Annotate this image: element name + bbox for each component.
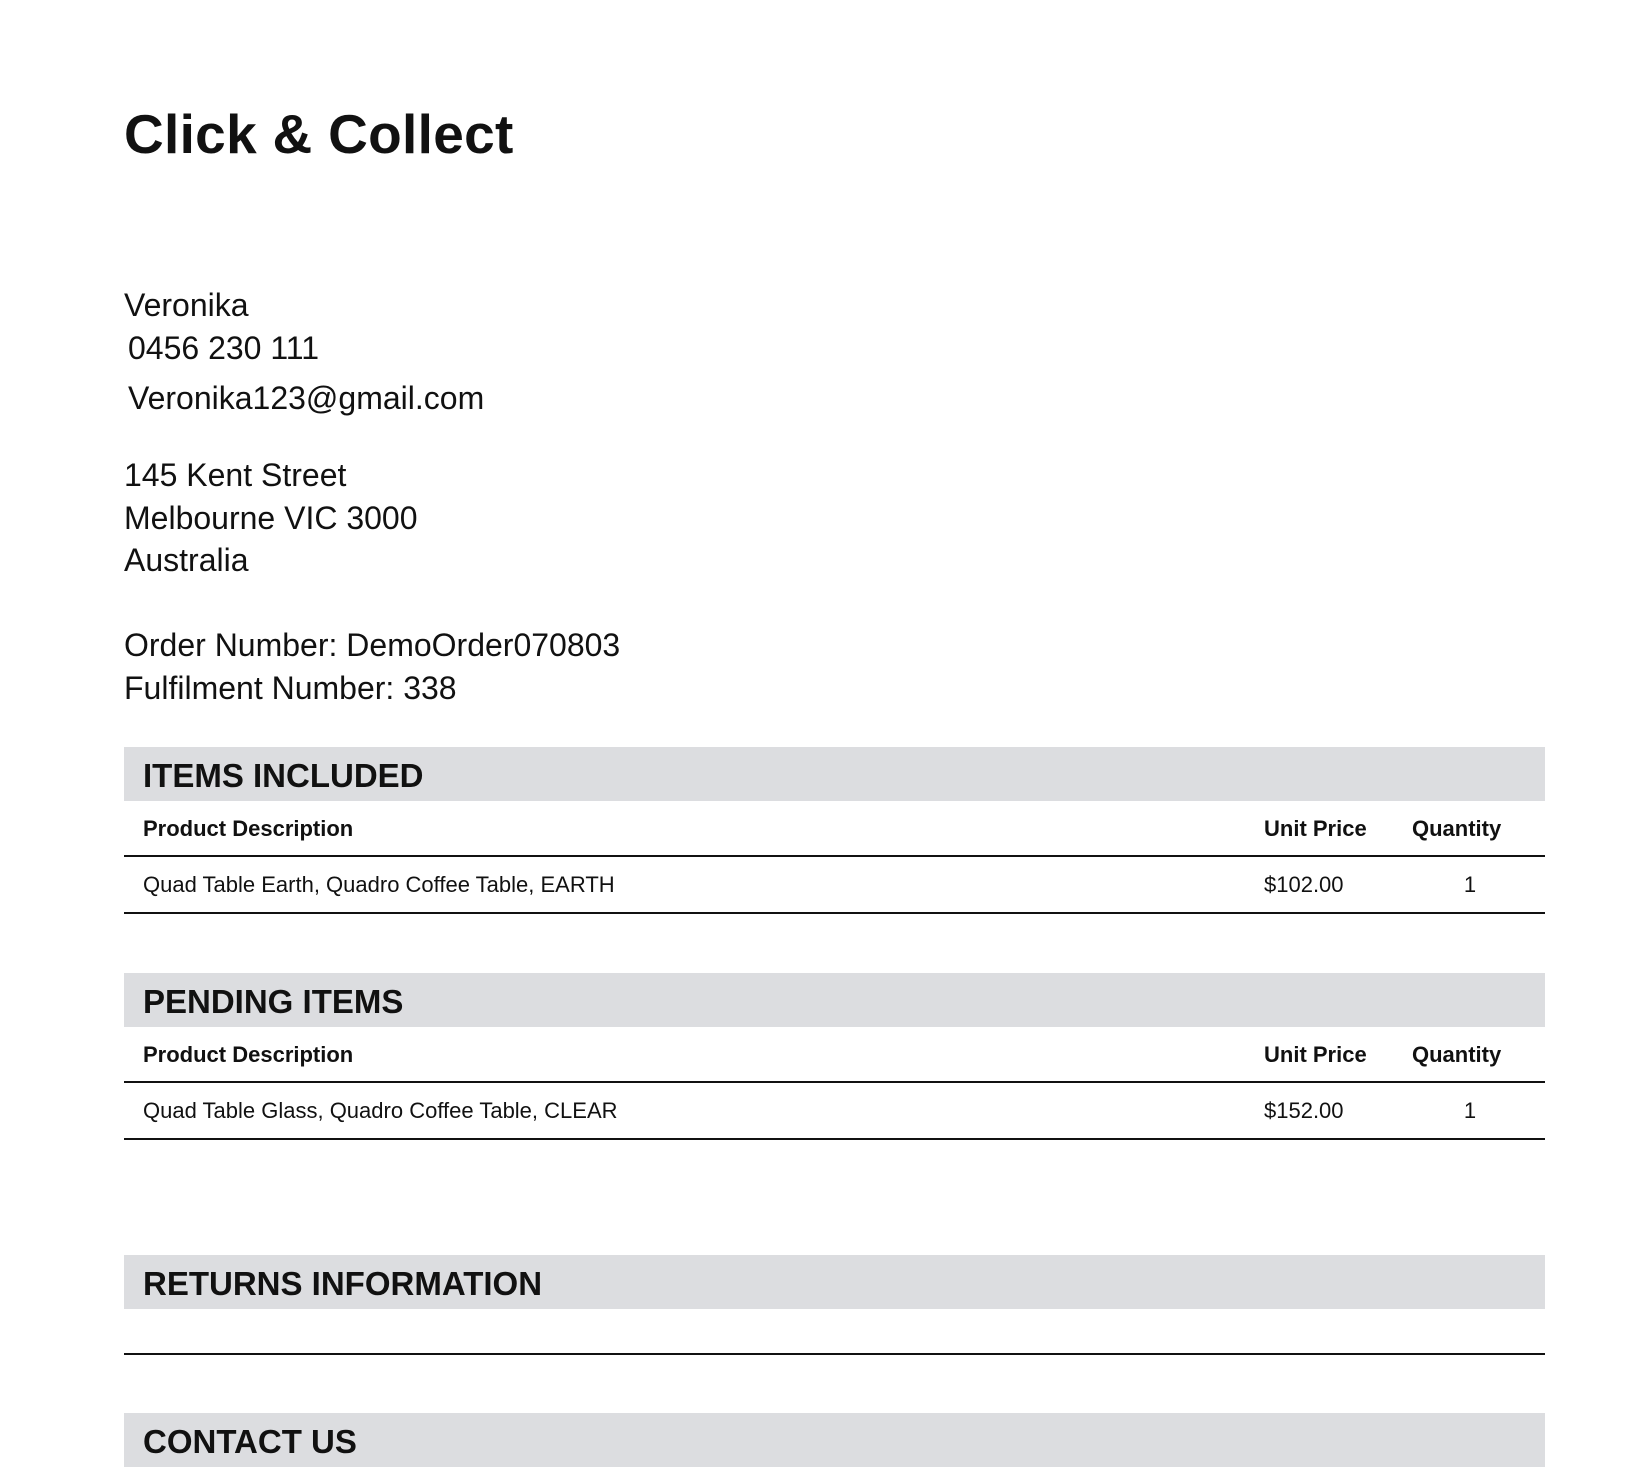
items-included-header bbox=[124, 747, 1545, 801]
product-description: Quad Table Glass, Quadro Coffee Table, CLEAR bbox=[143, 1098, 618, 1123]
unit-price: $102.00 bbox=[1264, 872, 1344, 897]
section-title: RETURNS INFORMATION bbox=[143, 1265, 543, 1302]
column-header-quantity: Quantity bbox=[1412, 816, 1502, 841]
quantity: 1 bbox=[1463, 1098, 1477, 1123]
column-header-description: Product Description bbox=[143, 816, 354, 841]
quantity: 1 bbox=[1463, 872, 1477, 897]
returns-divider bbox=[124, 1353, 1545, 1355]
column-header-quantity: Quantity bbox=[1412, 1042, 1502, 1067]
contact-us-header bbox=[124, 1413, 1545, 1467]
address-city: Melbourne VIC 3000 bbox=[124, 500, 418, 536]
unit-price: $152.00 bbox=[1264, 1098, 1344, 1123]
product-description: Quad Table Earth, Quadro Coffee Table, EARTH bbox=[143, 872, 615, 897]
order-number: Order Number: DemoOrder070803 bbox=[124, 627, 621, 663]
section-title: CONTACT US bbox=[143, 1423, 357, 1460]
section-title: PENDING ITEMS bbox=[143, 983, 404, 1020]
table-row bbox=[124, 857, 1545, 914]
returns-information-header bbox=[124, 1255, 1545, 1309]
column-header-unit-price: Unit Price bbox=[1264, 816, 1367, 841]
table-row bbox=[124, 1083, 1545, 1140]
section-title: ITEMS INCLUDED bbox=[143, 757, 424, 794]
customer-phone: 0456 230 111 bbox=[128, 330, 319, 366]
items-included-table bbox=[124, 801, 1545, 914]
address-country: Australia bbox=[124, 542, 249, 578]
table-header-row bbox=[124, 801, 1545, 857]
page-title: Click & Collect bbox=[124, 103, 514, 165]
address-street: 145 Kent Street bbox=[124, 457, 347, 493]
table-header-row bbox=[124, 1027, 1545, 1083]
column-header-description: Product Description bbox=[143, 1042, 354, 1067]
column-header-unit-price: Unit Price bbox=[1264, 1042, 1367, 1067]
customer-name: Veronika bbox=[124, 287, 249, 323]
pending-items-header bbox=[124, 973, 1545, 1027]
fulfilment-number: Fulfilment Number: 338 bbox=[124, 670, 457, 706]
pending-items-table bbox=[124, 1027, 1545, 1140]
customer-email: Veronika123@gmail.com bbox=[128, 380, 485, 416]
